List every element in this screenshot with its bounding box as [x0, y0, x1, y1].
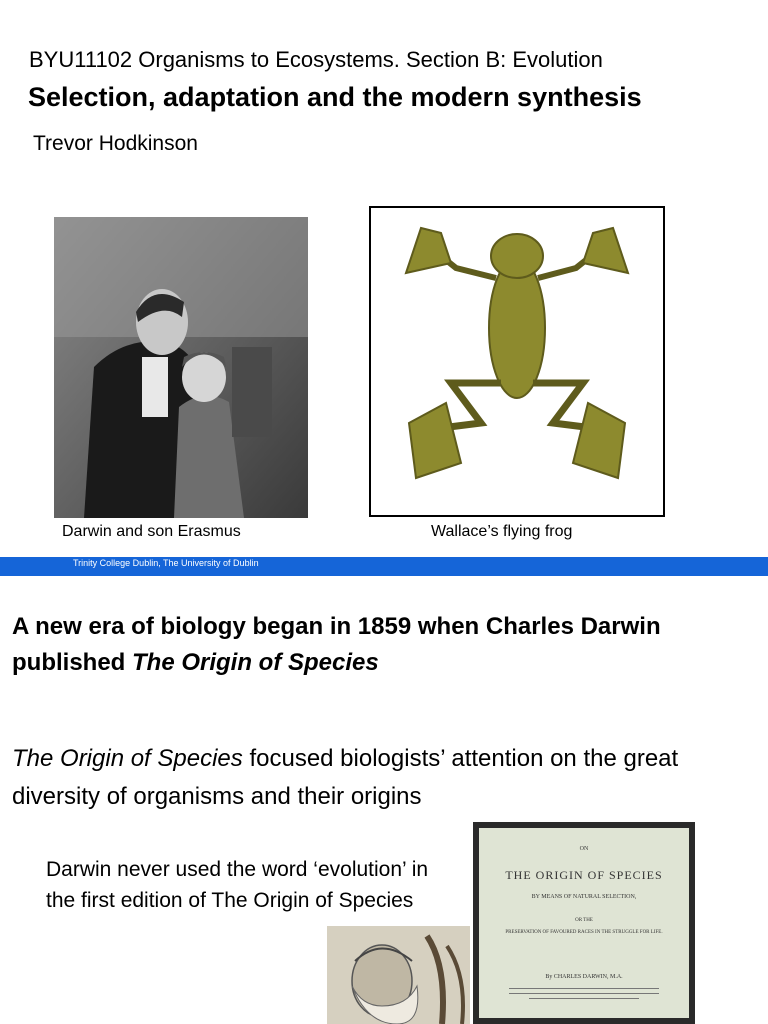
slide2-heading [12, 609, 752, 681]
darwin-caricature-image [327, 926, 470, 1024]
course-title: BYU11102 Organisms to Ecosystems. Section B: Evolution [29, 47, 603, 72]
titlepage-means: BY MEANS OF NATURAL SELECTION, [531, 894, 637, 900]
titlepage-fine-print [529, 998, 639, 999]
footer-text: Trinity College Dublin, The University of Dublin [73, 558, 259, 568]
paragraph-text: focused biologists’ attention on the great diversity of organisms and their origins [12, 745, 679, 810]
frog-caption: Wallace’s flying frog [431, 523, 573, 540]
titlepage-or: OR THE [575, 918, 593, 923]
heading-book-title: The Origin of Species [132, 649, 379, 676]
paragraph-book-title: The Origin of Species [12, 745, 243, 772]
titlepage-author: By CHARLES DARWIN, M.A. [545, 974, 623, 980]
evolution-note: Darwin never used the word ‘evolution’ in the first edition of The Origin of Species [46, 858, 429, 912]
titlepage-preservation: PRESERVATION OF FAVOURED RACES IN THE STRUGGLE FOR LIFE. [505, 930, 663, 935]
flying-frog-image [369, 206, 665, 517]
slide-title: Selection, adaptation and the modern synthesis [28, 82, 642, 112]
slide2-paragraph [12, 740, 752, 816]
titlepage-on: ON [579, 846, 589, 852]
titlepage-fine-print [509, 993, 659, 994]
darwin-erasmus-photo [54, 217, 308, 518]
heading-text: A new era of biology began in 1859 when Charles Darwin published [12, 613, 661, 676]
titlepage-fine-print [509, 988, 659, 989]
photo-caption: Darwin and son Erasmus [62, 523, 241, 540]
titlepage-title: THE ORIGIN OF SPECIES [505, 868, 663, 882]
origin-of-species-title-page [473, 822, 695, 1024]
author-name: Trevor Hodkinson [33, 132, 198, 155]
